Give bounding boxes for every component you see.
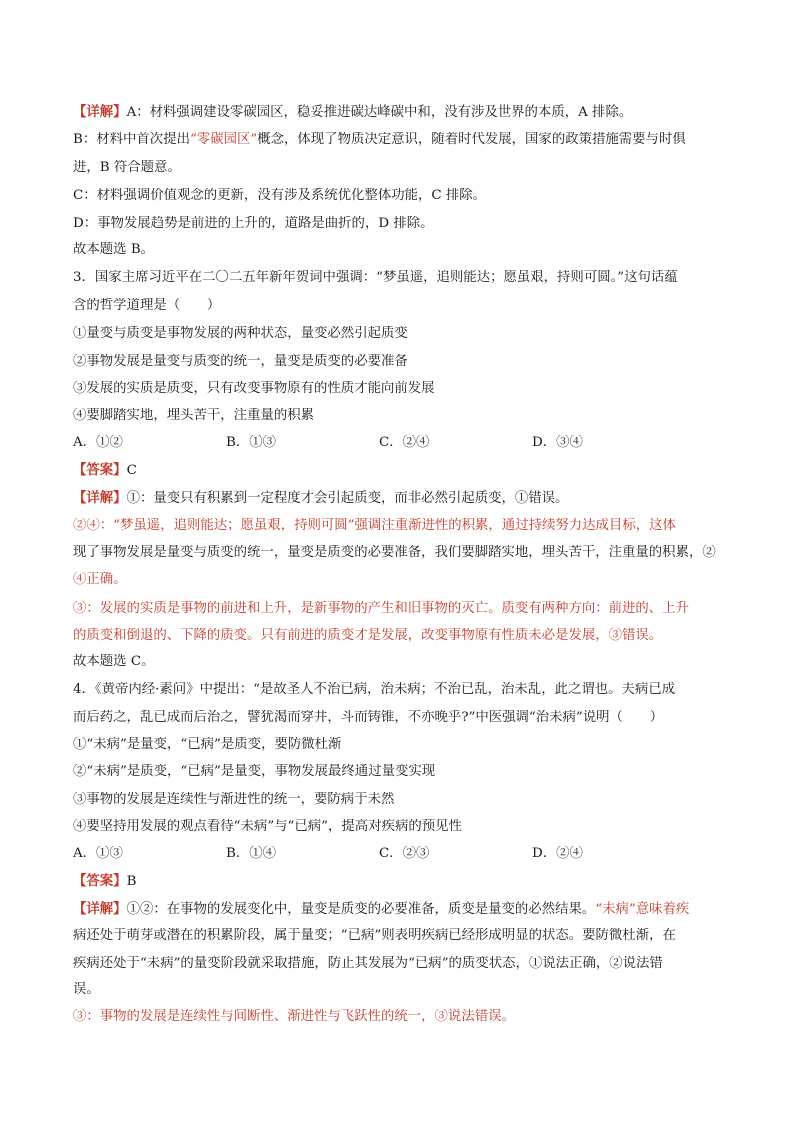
detail-line: 误。 xyxy=(73,982,100,997)
detail-line: 进，B 符合题意。 xyxy=(73,160,181,175)
statement-option: ④要坚持用发展的观点看待“未病”与“已病”，提高对疾病的预见性 xyxy=(73,819,462,834)
answer-line xyxy=(73,873,136,889)
statement-option: ④要脚踏实地，埋头苦干，注重量的积累 xyxy=(73,408,315,423)
answer-choices xyxy=(73,846,685,862)
choice-b: B．①④ xyxy=(226,846,277,861)
detail-line: 现了事物发展是量变与质变的统一，量变是质变的必要准备，我们要脚踏实地，埋头苦干，注重量的积累，② xyxy=(73,545,716,560)
detail-line: B：材料中首次提出“零碳园区”概念，体现了物质决定意识，随着时代发展，国家的政策措施需要与时俱 xyxy=(73,132,686,147)
highlight-term: “零碳园区” xyxy=(189,132,258,147)
detail-line: D：事物发展趋势是前进的上升的，道路是曲折的，D 排除。 xyxy=(73,216,434,231)
detail-tag: 【详解】 xyxy=(73,490,127,506)
conclusion-line: 故本题选 B。 xyxy=(73,242,155,257)
detail-line: 【详解】A：材料强调建设零碳园区，稳妥推进碳达峰碳中和，没有涉及世界的本质，A 排除。 xyxy=(73,104,633,120)
statement-option: ②“未病”是质变，“已病”是量变，事物发展最终通过量变实现 xyxy=(73,764,436,779)
detail-line: 的质变和倒退的、下降的质变。只有前进的质变才是发展，改变事物原有性质未必是发展，③错误。 xyxy=(73,628,663,643)
choice-d: D．②④ xyxy=(532,846,583,861)
detail-line: ③：事物的发展是连续性与间断性、渐进性与飞跃性的统一，③说法错误。 xyxy=(73,1009,515,1024)
detail-line: 疾病还处于“未病”的量变阶段就采取措施，防止其发展为“已病”的质变状态，①说法正确，②说法错 xyxy=(73,956,663,971)
question-stem: 3．国家主席习近平在二〇二五年新年贺词中强调：“梦虽遥，追则能达；愿虽艰，持则可圆。”这句话蕴 xyxy=(73,270,678,285)
answer-line xyxy=(73,462,137,478)
statement-option: ①“未病”是量变，“已病”是质变，要防微杜渐 xyxy=(73,737,342,752)
choice-a: A．①③ xyxy=(73,846,123,861)
detail-line: C：材料强调价值观念的更新，没有涉及系统优化整体功能，C 排除。 xyxy=(73,188,487,203)
question-stem: 4．《黄帝内经·素问》中提出：“是故圣人不治已病，治未病；不治已乱，治未乱，此之谓也。夫病已成 xyxy=(73,682,676,697)
detail-line: ④正确。 xyxy=(73,572,127,587)
choice-b: B．①③ xyxy=(226,435,277,450)
detail-line: 【详解】①：量变只有积累到一定程度才会引起质变，而非必然引起质变，①错误。 xyxy=(73,490,569,506)
conclusion-line: 故本题选 C。 xyxy=(73,654,155,669)
choice-a: A．①② xyxy=(73,435,123,450)
detail-line: 【详解】①②：在事物的发展变化中，量变是质变的必要准备，质变是量变的必然结果。“未病”意味着疾 xyxy=(73,901,690,917)
detail-line: ③：发展的实质是事物的前进和上升，是新事物的产生和旧事物的灭亡。质变有两种方向：前进的、上升 xyxy=(73,601,689,616)
answer-value: B xyxy=(126,874,137,889)
detail-line: 病还处于萌芽或潜在的积累阶段，属于量变；“已病”则表明疾病已经形成明显的状态。要防微杜渐，在 xyxy=(73,928,676,943)
detail-tag: 【详解】 xyxy=(73,901,127,917)
answer-choices xyxy=(73,435,685,451)
choice-d: D．③④ xyxy=(532,435,583,450)
statement-option: ①量变与质变是事物发展的两种状态，量变必然引起质变 xyxy=(73,326,408,341)
answer-tag: 【答案】 xyxy=(73,873,127,889)
answer-value: C xyxy=(126,463,137,478)
statement-option: ③发展的实质是质变，只有改变事物原有的性质才能向前发展 xyxy=(73,381,435,396)
choice-c: C．②③ xyxy=(379,846,430,861)
detail-tag: 【详解】 xyxy=(73,104,127,120)
question-stem: 含的哲学道理是（ ） xyxy=(73,298,221,313)
statement-option: ②事物发展是量变与质变的统一，量变是质变的必要准备 xyxy=(73,354,408,369)
statement-option: ③事物的发展是连续性与渐进性的统一，要防病于未然 xyxy=(73,792,395,807)
question-stem: 而后药之，乱已成而后治之，譬犹渴而穿井，斗而铸锥，不亦晚乎?”中医强调“治未病”说明（ ） xyxy=(73,710,664,725)
detail-line: ②④：“梦虽遥，追则能达；愿虽艰，持则可圆”强调注重渐进性的积累，通过持续努力达成目标，这体 xyxy=(73,518,676,533)
choice-c: C．②④ xyxy=(379,435,430,450)
answer-tag: 【答案】 xyxy=(73,462,127,478)
